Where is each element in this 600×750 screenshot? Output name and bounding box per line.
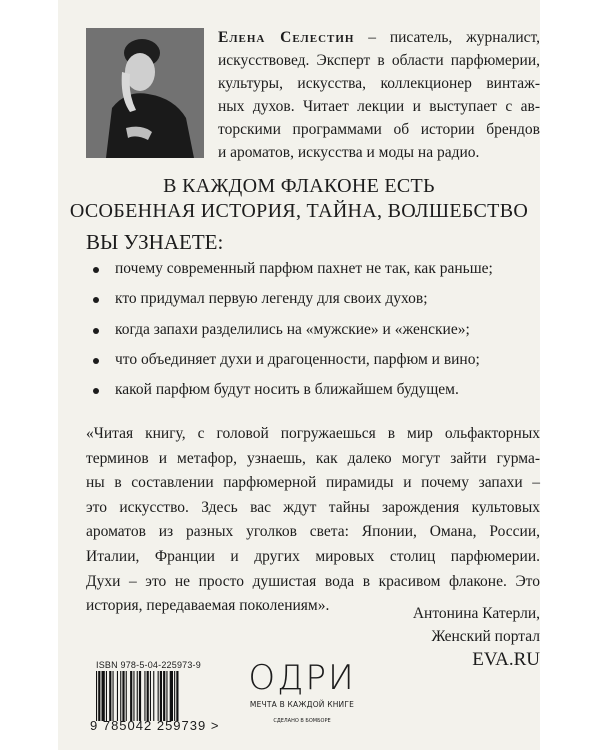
quote-line: история, передаваемая поколениям». bbox=[86, 597, 330, 615]
bullet-icon bbox=[93, 358, 99, 364]
barcode-bar bbox=[158, 671, 159, 721]
list-item: когда запахи разделились на «мужские» и «женские»; bbox=[86, 321, 493, 351]
quote-author: Антонина Катерли, bbox=[412, 605, 540, 622]
quote-line: «Читая книгу, с головой погружаешься в мир ольфакторных bbox=[86, 425, 540, 442]
barcode-bar bbox=[166, 671, 167, 721]
barcode-bar bbox=[126, 671, 127, 721]
author-photo bbox=[86, 28, 204, 158]
barcode-bar bbox=[144, 671, 145, 721]
barcode-bar bbox=[150, 671, 151, 721]
barcode-bar bbox=[163, 671, 165, 721]
list-item: какой парфюм будут носить в ближайшем будущем. bbox=[86, 381, 493, 411]
author-portrait-image bbox=[86, 28, 204, 158]
barcode-bar bbox=[133, 671, 134, 721]
barcode-bar bbox=[176, 671, 178, 721]
barcode-bar bbox=[109, 671, 111, 721]
barcode-bar bbox=[153, 671, 154, 721]
barcode-bar bbox=[122, 671, 124, 721]
quote-line: ароматов из разных уголков света: Японии, Омана, России, bbox=[86, 523, 540, 541]
headline-line: ОСОБЕННАЯ ИСТОРИЯ, ТАЙНА, ВОЛШЕБСТВО bbox=[69, 200, 529, 222]
publisher-made-by: СДЕЛАНО В БОМБОРЕ bbox=[273, 718, 331, 724]
bio-line: искусствовед. Эксперт в области парфюмерии, bbox=[218, 52, 540, 69]
publisher-name: ОДРИ bbox=[248, 658, 356, 698]
barcode-bar bbox=[106, 671, 107, 721]
barcode-bar bbox=[102, 671, 105, 721]
barcode-bar bbox=[139, 671, 141, 721]
quote-source: Женский портал bbox=[431, 628, 540, 645]
author-name: Елена Селестин bbox=[218, 29, 355, 46]
barcode bbox=[96, 671, 208, 721]
quote-line: терминов и метафор, узнаешь, как далеко могут зайти гурма- bbox=[86, 449, 540, 467]
bio-line: Елена Селестин – писатель, журналист, bbox=[218, 29, 540, 46]
learn-title: ВЫ УЗНАЕТЕ: bbox=[86, 230, 224, 254]
bullet-icon bbox=[93, 388, 99, 394]
barcode-bar bbox=[96, 671, 97, 721]
bio-line: ных духов. Читает лекции и выступает с ав- bbox=[218, 98, 540, 115]
quote-site: EVA.RU bbox=[472, 649, 540, 670]
barcode-bar bbox=[174, 671, 175, 721]
publisher-tagline: МЕЧТА В КАЖДОЙ КНИГЕ bbox=[249, 700, 355, 709]
publisher-logo bbox=[238, 660, 366, 724]
barcode-bar bbox=[170, 671, 173, 721]
quote-line: это искусство. Здесь вас ждут тайны зарождения культовых bbox=[86, 498, 540, 516]
learn-list bbox=[86, 260, 493, 411]
barcode-bar bbox=[113, 671, 114, 721]
list-item: почему современный парфюм пахнет не так, как раньше; bbox=[86, 260, 493, 290]
bullet-icon bbox=[93, 328, 99, 334]
barcode-bar bbox=[120, 671, 121, 721]
headline-line: В КАЖДОМ ФЛАКОНЕ ЕСТЬ bbox=[163, 175, 435, 197]
quote-line: ны в составлении парфюмерной пирамиды и почему запахи – bbox=[86, 474, 540, 492]
barcode-number: 9 785042 259739 > bbox=[90, 718, 220, 733]
barcode-bar bbox=[137, 671, 138, 721]
author-bio bbox=[218, 26, 540, 164]
barcode-bar bbox=[98, 671, 100, 721]
bio-line: и ароматов, искусства и моды на радио. bbox=[218, 144, 480, 161]
bullet-icon bbox=[93, 297, 99, 303]
barcode-bar bbox=[130, 671, 132, 721]
quote-line: Италии, Франции и других мировых столиц парфюмерии. bbox=[86, 547, 540, 565]
quote-line: Духи – это не просто душистая вода в красивом флаконе. Это bbox=[86, 572, 540, 590]
barcode-bar bbox=[117, 671, 118, 721]
bio-line: торскими программами об истории брендов bbox=[218, 121, 540, 138]
review-quote bbox=[86, 422, 540, 619]
quote-attribution bbox=[413, 602, 540, 671]
list-item: что объединяет духи и драгоценности, парфюм и вино; bbox=[86, 351, 493, 381]
bio-line: культуры, искусства, коллекционер винтаж- bbox=[218, 75, 540, 92]
headline bbox=[58, 174, 540, 224]
bullet-icon bbox=[93, 267, 99, 273]
list-item: кто придумал первую легенду для своих духов; bbox=[86, 290, 493, 320]
barcode-bar bbox=[147, 671, 149, 721]
barcode-bar bbox=[160, 671, 162, 721]
isbn: ISBN 978-5-04-225973-9 bbox=[96, 660, 201, 670]
